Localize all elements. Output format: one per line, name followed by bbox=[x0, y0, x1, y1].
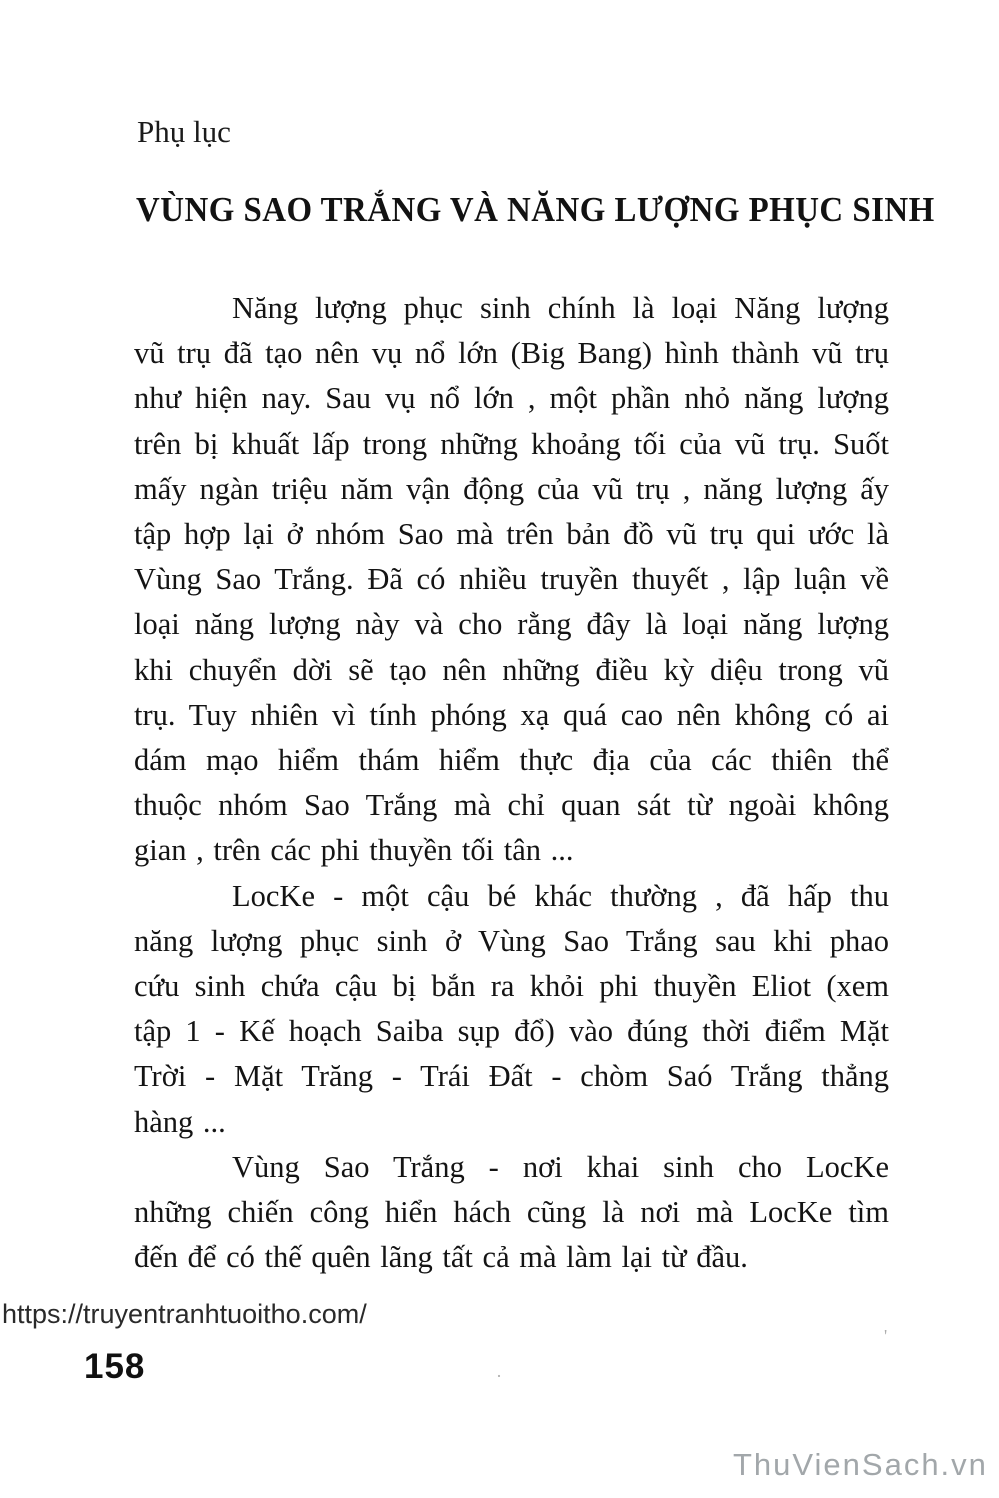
text-line: đến để có thế quên lãng tất cả mà làm lại từ đầu. bbox=[134, 1240, 748, 1275]
text-line: những chiến công hiển hách cũng là nơi mà LocKe tìm bbox=[134, 1195, 889, 1230]
body-text bbox=[134, 286, 889, 1280]
text-line: trên bị khuất lấp trong những khoảng tối của vũ trụ. Suốt bbox=[134, 426, 889, 461]
text-line: cứu sinh chứa cậu bị bắn ra khỏi phi thuyền Eliot (xem bbox=[134, 969, 889, 1004]
text-line: Vùng Sao Trắng. Đã có nhiều truyền thuyết , lập luận về bbox=[134, 562, 889, 597]
text-line: tập hợp lại ở nhóm Sao mà trên bản đồ vũ trụ qui ước là bbox=[134, 517, 889, 552]
scan-speck: · bbox=[496, 1366, 502, 1386]
text-line: Trời - Mặt Trăng - Trái Đất - chòm Saó Trắng thẳng bbox=[134, 1059, 889, 1094]
page-title: VÙNG SAO TRẮNG VÀ NĂNG LƯỢNG PHỤC SINH bbox=[136, 190, 935, 229]
text-line: khi chuyển dời sẽ tạo nên những điều kỳ diệu trong vũ bbox=[134, 652, 889, 687]
text-line: như hiện nay. Sau vụ nổ lớn , một phần nhỏ năng lượng bbox=[134, 381, 889, 416]
text-line: dám mạo hiểm thám hiểm thực địa của các thiên thể bbox=[134, 743, 889, 778]
text-line: tập 1 - Kế hoạch Saiba sụp đổ) vào đúng thời điểm Mặt bbox=[134, 1014, 889, 1049]
page-header-label: Phụ lục bbox=[137, 114, 231, 149]
source-url-watermark: https://truyentranhtuoitho.com/ bbox=[2, 1299, 367, 1329]
page-number: 158 bbox=[84, 1347, 146, 1386]
scan-speck: ' bbox=[884, 1326, 888, 1346]
text-line: hàng ... bbox=[134, 1104, 226, 1139]
text-line: mấy ngàn triệu năm vận động của vũ trụ , năng lượng ấy bbox=[134, 471, 889, 506]
text-line: Vùng Sao Trắng - nơi khai sinh cho LocKe bbox=[232, 1149, 889, 1184]
text-line: gian , trên các phi thuyền tối tân ... bbox=[134, 833, 574, 868]
text-line: năng lượng phục sinh ở Vùng Sao Trắng sau khi phao bbox=[134, 923, 889, 958]
text-line: trụ. Tuy nhiên vì tính phóng xạ quá cao nên không có ai bbox=[134, 697, 889, 732]
text-line: Năng lượng phục sinh chính là loại Năng lượng bbox=[232, 291, 889, 325]
text-line: LocKe - một cậu bé khác thường , đã hấp thu bbox=[232, 878, 889, 913]
site-watermark: ThuVienSach.vn bbox=[733, 1447, 988, 1482]
text-line: thuộc nhóm Sao Trắng mà chỉ quan sát từ ngoài không bbox=[134, 788, 889, 823]
text-line: vũ trụ đã tạo nên vụ nổ lớn (Big Bang) hình thành vũ trụ bbox=[134, 336, 889, 371]
text-line: loại năng lượng này và cho rằng đây là loại năng lượng bbox=[134, 607, 889, 642]
